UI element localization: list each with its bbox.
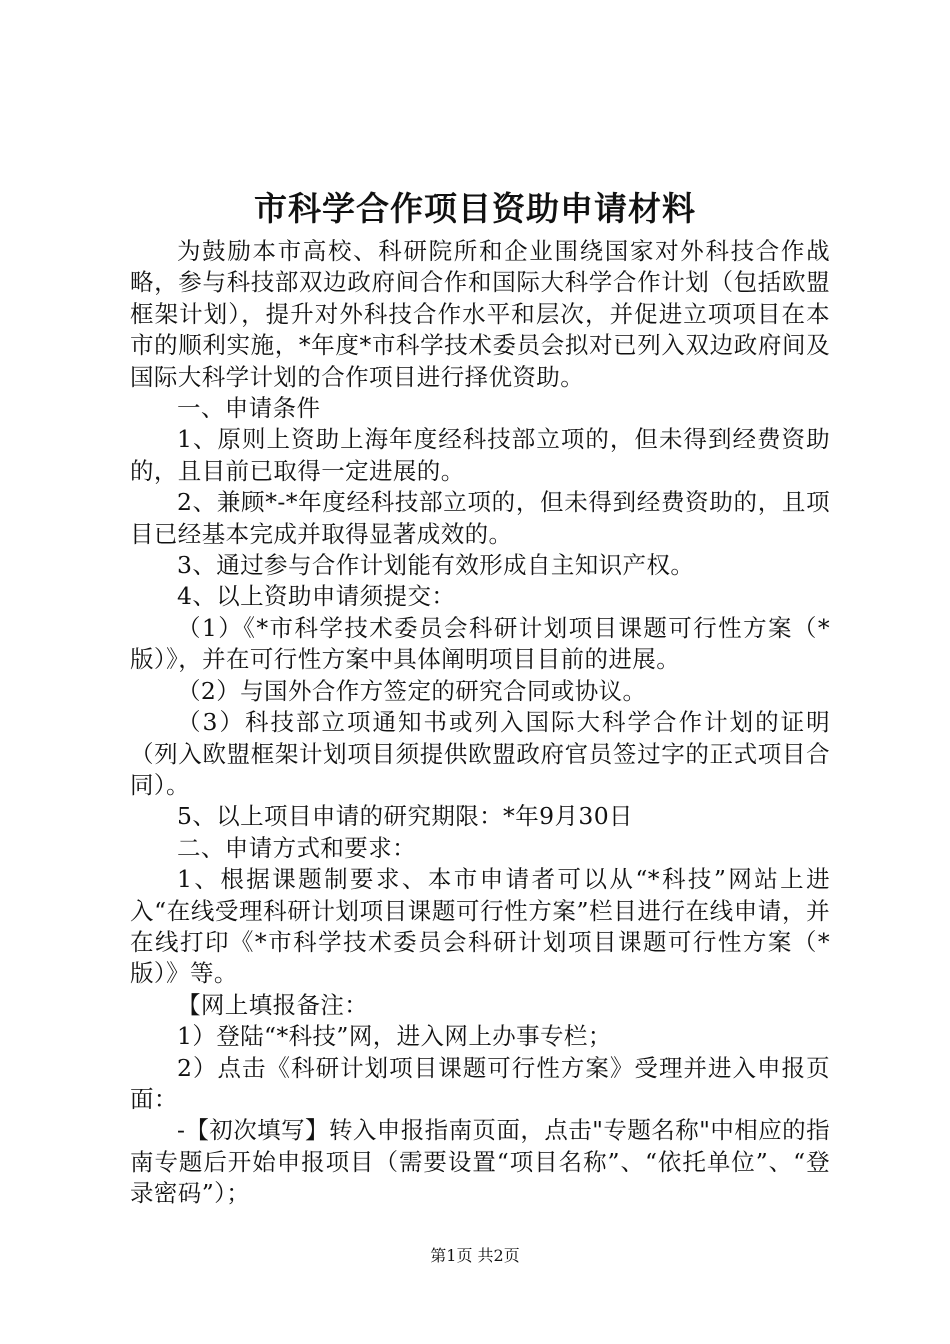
paragraph-online-step-1: 1）登陆“*科技”网，进入网上办事专栏； [177,1022,612,1051]
paragraph-condition-4: 4、以上资助申请须提交： [177,582,456,611]
paragraph-condition-5: 5、以上项目申请的研究期限：*年9月30日 [177,802,633,831]
document-title: 市科学合作项目资助申请材料 [254,189,696,228]
paragraph-submission-1: （1）《*市科学技术委员会科研计划项目课题可行性方案（*版）》，并在可行性方案中具体阐明项目目前的进展。 [130,613,830,674]
document-body [130,236,830,1210]
paragraph-first-fill: -【初次填写】转入申报指南页面，点击"专题名称"中相应的指南专题后开始申报项目（需要设置“项目名称”、“依托单位”、“登录密码”）； [130,1116,830,1208]
paragraph-submission-3: （3）科技部立项通知书或列入国际大科学合作计划的证明（列入欧盟框架计划项目须提供欧盟政府官员签过字的正式项目合同）。 [130,708,830,799]
page-footer: 第1页 共2页 [430,1246,520,1265]
paragraph-intro: 为鼓励本市高校、科研院所和企业围绕国家对外科技合作战略，参与科技部双边政府间合作和国际大科学合作计划（包括欧盟框架计划），提升对外科技合作水平和层次，并促进立项项目在本市的顺利实施，*年度*市科学技术委员会拟对已列入双边政府间及国际大科学计划的合作项目进行择优资助。 [130,237,830,391]
paragraph-online-note: 【网上填报备注： [177,990,369,1019]
paragraph-method-1: 1、根据课题制要求、本市申请者可以从“*科技”网站上进入“在线受理科研计划项目课题可行性方案”栏目进行在线申请，并在线打印《*市科学技术委员会科研计划项目课题可行性方案（*版）》等。 [130,865,830,988]
paragraph-condition-2: 2、兼顾*-*年度经科技部立项的，但未得到经费资助的，且项目已经基本完成并取得显著成效的。 [130,488,830,548]
section-heading-conditions: 一、申请条件 [177,394,321,423]
paragraph-submission-2: （2）与国外合作方签定的研究合同或协议。 [177,676,647,705]
paragraph-condition-3: 3、通过参与合作计划能有效形成自主知识产权。 [177,551,695,580]
section-heading-method: 二、申请方式和要求： [177,833,416,862]
paragraph-condition-1: 1、原则上资助上海年度经科技部立项的，但未得到经费资助的，且目前已取得一定进展的。 [130,425,830,485]
paragraph-online-step-2: 2）点击《科研计划项目课题可行性方案》受理并进入申报页面： [130,1053,830,1113]
